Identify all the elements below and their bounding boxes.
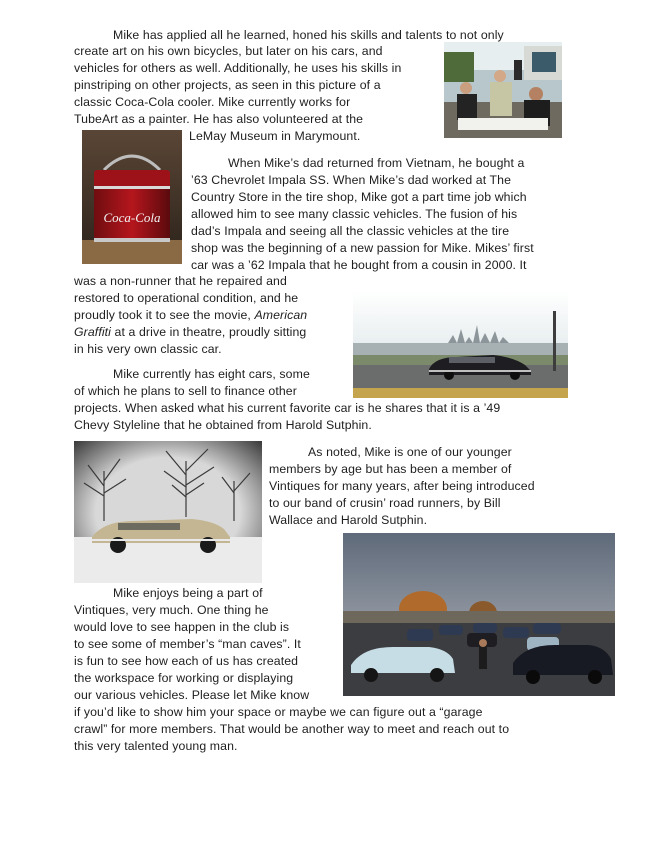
paragraph-5-line: would love to see happen in the club is [74, 620, 290, 634]
paragraph-3-line: Mike currently has eight cars, some [113, 367, 310, 381]
paragraph-4-line: Wallace and Harold Sutphin. [269, 513, 428, 527]
paragraph-5-line: if you’d like to show him your space or maybe we can figure out a “garage [74, 705, 483, 719]
paragraph-2-line [74, 307, 307, 323]
paragraph-1-line: LeMay Museum in Marymount. [189, 129, 361, 143]
paragraph-2-line: was a non-runner that he repaired and [74, 274, 287, 288]
text-run: at a drive in theatre, proudly sitting [114, 325, 307, 339]
paragraph-2-line: restored to operational condition, and he [74, 291, 299, 305]
paragraph-2-line: in his very own classic car. [74, 342, 222, 356]
paragraph-2-line: Country Store in the tire shop, Mike got a part time job which [191, 190, 527, 204]
paragraph-5-line: to see some of member’s “man caves”. It [74, 637, 301, 651]
paragraph-3-line: projects. When asked what his current favorite car is he shares that it is a ’49 [74, 401, 501, 415]
booth-photo [444, 42, 562, 138]
movie-title: Graffiti [74, 325, 112, 339]
paragraph-2-line: ’63 Chevrolet Impala SS. When Mike’s dad worked at The [191, 173, 512, 187]
car-meet-photo [343, 533, 615, 696]
paragraph-1-line: vehicles for others as well. Additionally, he uses his skills in [74, 61, 402, 75]
paragraph-4-line: members by age but has been a member of [269, 462, 512, 476]
movie-title: American [254, 308, 308, 322]
paragraph-5-line: crawl” for more members. That would be another way to meet and reach out to [74, 722, 510, 736]
text-run: proudly took it to see the movie, [74, 308, 251, 322]
cooler-brand-text: Coca-Cola [103, 210, 161, 225]
paragraph-2-line: When Mike’s dad returned from Vietnam, he bought a [228, 156, 525, 170]
paragraph-4-line: Vintiques for many years, after being introduced [269, 479, 535, 493]
paragraph-4-line: As noted, Mike is one of our younger [308, 445, 512, 459]
paragraph-5-line: our various vehicles. Please let Mike know [74, 688, 310, 702]
paragraph-2-line: dad’s Impala and seeing all the classic vehicles at the tire [191, 224, 510, 238]
paragraph-5-line: the workspace for working or displaying [74, 671, 294, 685]
paragraph-2-line: shop was the beginning of a new passion for Mike. Mikes’ first [191, 241, 534, 255]
winter-car-photo [74, 441, 262, 583]
paragraph-1-line: Mike has applied all he learned, honed his skills and talents to not only [113, 28, 504, 42]
paragraph-2-line: allowed him to see many classic vehicles. The fusion of his [191, 207, 518, 221]
paragraph-5-line: this very talented young man. [74, 739, 238, 753]
paragraph-4-line: to our band of crusin’ road runners, by Bill [269, 496, 501, 510]
paragraph-1-line: create art on his own bicycles, but later on his cars, and [74, 44, 383, 58]
coca-cola-cooler-photo [82, 130, 182, 264]
paragraph-1-line: TubeArt as a painter. He has also volunteered at the [74, 112, 364, 126]
paragraph-5-line: is fun to see how each of us has created [74, 654, 299, 668]
paragraph-1-line: pinstriping on other projects, as seen in this picture of a [74, 78, 381, 92]
paragraph-3-line: Chevy Styleline that he obtained from Harold Sutphin. [74, 418, 372, 432]
paragraph-1-line: classic Coca-Cola cooler. Mike currently works for [74, 95, 351, 109]
impala-skyline-photo [353, 291, 568, 398]
paragraph-5-line: Mike enjoys being a part of [113, 586, 263, 600]
paragraph-2-line: car was a ’62 Impala that he bought from a cousin in 2000. It [191, 258, 527, 272]
paragraph-2-line [74, 324, 306, 340]
paragraph-5-line: Vintiques, very much. One thing he [74, 603, 269, 617]
paragraph-3-line: of which he plans to sell to finance other [74, 384, 297, 398]
